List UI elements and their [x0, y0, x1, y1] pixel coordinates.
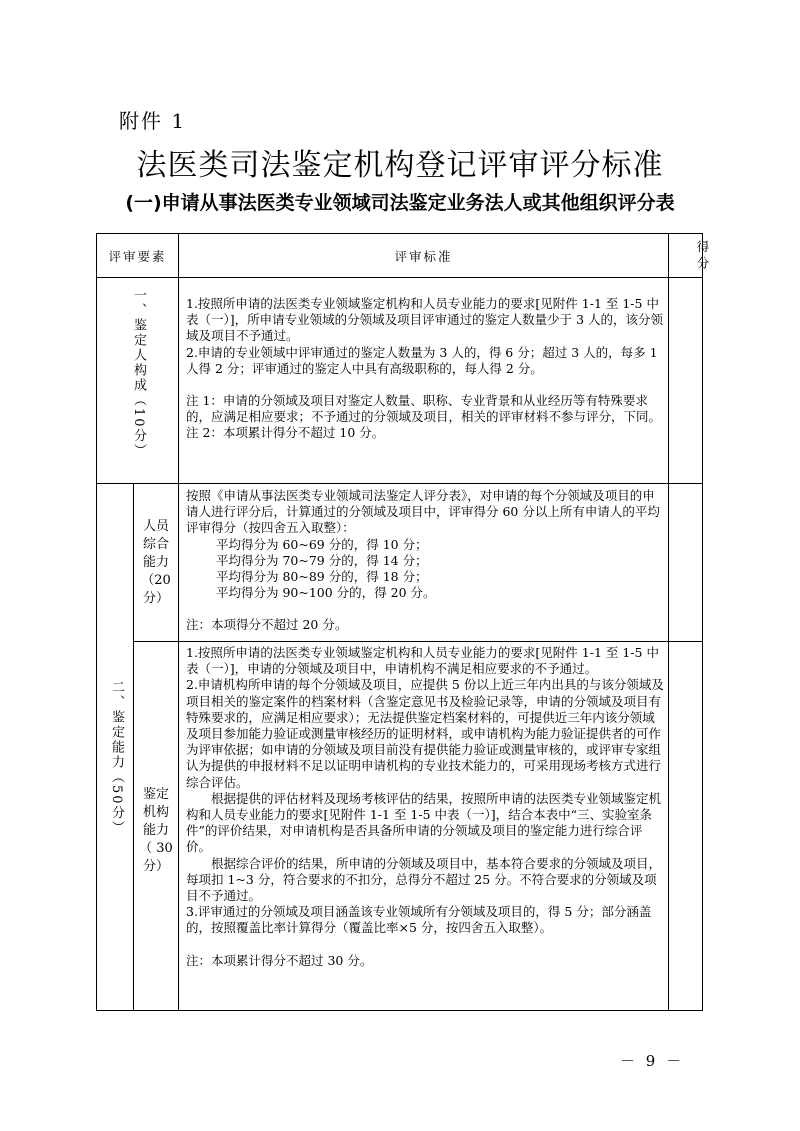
label-line: 人员 — [142, 519, 169, 534]
section1-line: 2.申请的专业领域中评审通过的鉴定人数量为 3 人的，得 6 分；超过 3 人的，每多 1 人得 2 分；评审通过的鉴定人中具有高级职称的，每人得 2 分。 — [186, 344, 662, 376]
attachment-label: 附件 1 — [119, 109, 187, 133]
label-line: 分） — [142, 859, 169, 874]
page-title: 法医类司法鉴定机构登记评审评分标准 — [136, 148, 664, 183]
label-line: 综合 — [142, 537, 169, 552]
table-divider — [133, 641, 703, 642]
section2-label: 二、鉴定能力（50分） — [109, 680, 124, 836]
section2b-item: 根据综合评价的结果，所申请的分领域及项目中，基本符合要求的分领域及项目，每项扣 1~3 分，符合要求的不扣分，总得分不超过 25 分。不符合要求的分领域及项目不予通过。 — [186, 855, 662, 904]
label-line: 能力 — [142, 555, 169, 570]
section2b-item: 1.按照所申请的法医类专业领域鉴定机构和人员专业能力的要求[见附件 1-1 至 1-5 中表（一）]，申请的分领域及项目中，申请机构不满足相应要求的不予通过。 — [186, 645, 659, 677]
label-line: 分） — [142, 591, 169, 606]
score-band: 平均得分为 60~69 分的，得 10 分； — [216, 536, 428, 552]
section2a-label — [136, 518, 176, 608]
table-divider — [96, 277, 703, 278]
section1-criteria — [186, 296, 664, 442]
section2a-intro: 按照《申请从事法医类专业领域司法鉴定人评分表》，对申请的每个分领域及项目的申请人进行评分后，计算通过的分领域及项目中，评审得分 60 分以上所有申请人的平均评审得分（按四舍五入取整）： — [186, 488, 660, 536]
section2b-item: 根据提供的评估材料及现场考核评估的结果，按照所申请的法医类专业领域鉴定机构和人员专业能力的要求[见附件 1-1 至 1-5 中表（一）]，结合本表中“三、实验室条件”的评价结果，对申请机构是否具备所申请的分领域及项目的鉴定能力进行综合评价。 — [186, 790, 662, 855]
table-divider — [178, 233, 179, 1011]
section2a-criteria — [186, 488, 664, 634]
section2b-criteria — [186, 645, 664, 969]
section1-note: 注 1：申请的分领域及项目对鉴定人数量、职称、专业背景和从业经历等有特殊要求的，应满足相应要求；不予通过的分领域及项目，相关的评审材料不参与评分，下同。 — [186, 393, 662, 425]
label-line: 鉴定 — [142, 787, 169, 802]
table-divider — [96, 483, 703, 484]
page-number: － 9 － — [620, 1052, 685, 1070]
section1-label: 一、鉴定人构成（10分） — [131, 288, 146, 459]
table-divider — [668, 233, 669, 1011]
section1-note: 注 2：本项累计得分不超过 10 分。 — [186, 425, 385, 441]
section2b-item: 2.申请机构所申请的每个分领域及项目，应提供 5 份以上近三年内出具的与该分领域及项目相关的鉴定案件的档案材料（含鉴定意见书及检验记录等，申请的分领域及项目有特殊要求的，应满足相应要求）；无法提供鉴定档案材料的，可提供近三年内该分领域及项目参加能力验证或测量审核经历的证明材料，或申请机构为能力验证提供者的可作为评审依据；如申请的分领域及项目前没有提供能力验证或测量审核的，或评审专家组认为提供的申报材料不足以证明申请机构的专业技术能力的，可采用现场考核方式进行综合评估。 — [186, 677, 664, 790]
page-subtitle: (一)申请从事法医类专业领域司法鉴定业务法人或其他组织评分表 — [125, 192, 675, 214]
score-band: 平均得分为 80~89 分的，得 18 分； — [216, 569, 428, 585]
header-score: 得分 — [695, 239, 710, 273]
label-line: （20 — [141, 573, 171, 588]
header-elements: 评审要素 — [108, 249, 167, 264]
section2b-label — [136, 786, 176, 876]
section2a-note: 注：本项得分不超过 20 分。 — [186, 617, 348, 633]
label-line: 能力 — [142, 823, 169, 838]
score-band: 平均得分为 90~100 分的，得 20 分。 — [216, 585, 436, 601]
score-band: 平均得分为 70~79 分的，得 14 分； — [216, 552, 428, 568]
table-divider — [133, 483, 134, 1011]
header-criteria: 评审标准 — [394, 249, 453, 264]
section1-line: 1.按照所申请的法医类专业领域鉴定机构和人员专业能力的要求[见附件 1-1 至 1-5 中表（一）]，所申请专业领域的分领域及项目评审通过的鉴定人数量少于 3 人的，该分领域及项目不予通过。 — [186, 296, 664, 344]
label-line: 机构 — [142, 805, 169, 820]
label-line: （ 30 — [139, 841, 173, 856]
section2b-item: 3.评审通过的分领域及项目涵盖该专业领域所有分领域及项目的，得 5 分；部分涵盖的，按照覆盖比率计算得分（覆盖比率×5 分，按四舍五入取整）。 — [186, 904, 652, 936]
section2b-note: 注：本项累计得分不超过 30 分。 — [186, 952, 373, 968]
